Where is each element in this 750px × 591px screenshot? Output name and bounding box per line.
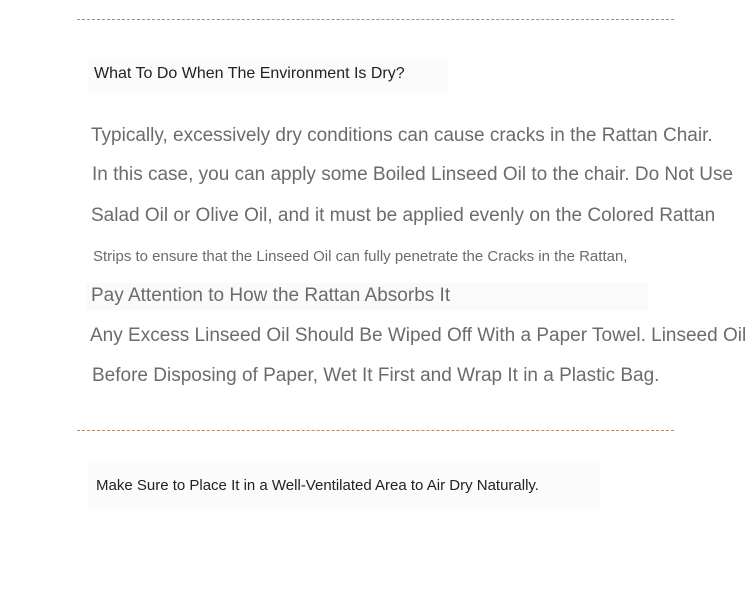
paragraph-line-6: Any Excess Linseed Oil Should Be Wiped Off With a Paper Towel. Linseed Oil bbox=[90, 325, 747, 346]
paragraph-line-5: Pay Attention to How the Rattan Absorbs It bbox=[91, 285, 451, 306]
paragraph-line-4: Strips to ensure that the Linseed Oil can fully penetrate the Cracks in the Rattan, bbox=[93, 248, 628, 265]
paragraph-line-1: Typically, excessively dry conditions can cause cracks in the Rattan Chair. bbox=[91, 125, 713, 146]
paragraph-line-3: Salad Oil or Olive Oil, and it must be applied evenly on the Colored Rattan bbox=[91, 205, 716, 226]
section-heading-dry-environment: What To Do When The Environment Is Dry? bbox=[94, 65, 405, 82]
section-heading-air-dry: Make Sure to Place It in a Well-Ventilated Area to Air Dry Naturally. bbox=[96, 477, 539, 494]
middle-divider bbox=[77, 430, 674, 431]
paragraph-line-7: Before Disposing of Paper, Wet It First and Wrap It in a Plastic Bag. bbox=[92, 365, 660, 386]
paragraph-line-2: In this case, you can apply some Boiled Linseed Oil to the chair. Do Not Use bbox=[92, 164, 734, 185]
top-divider bbox=[77, 19, 674, 20]
